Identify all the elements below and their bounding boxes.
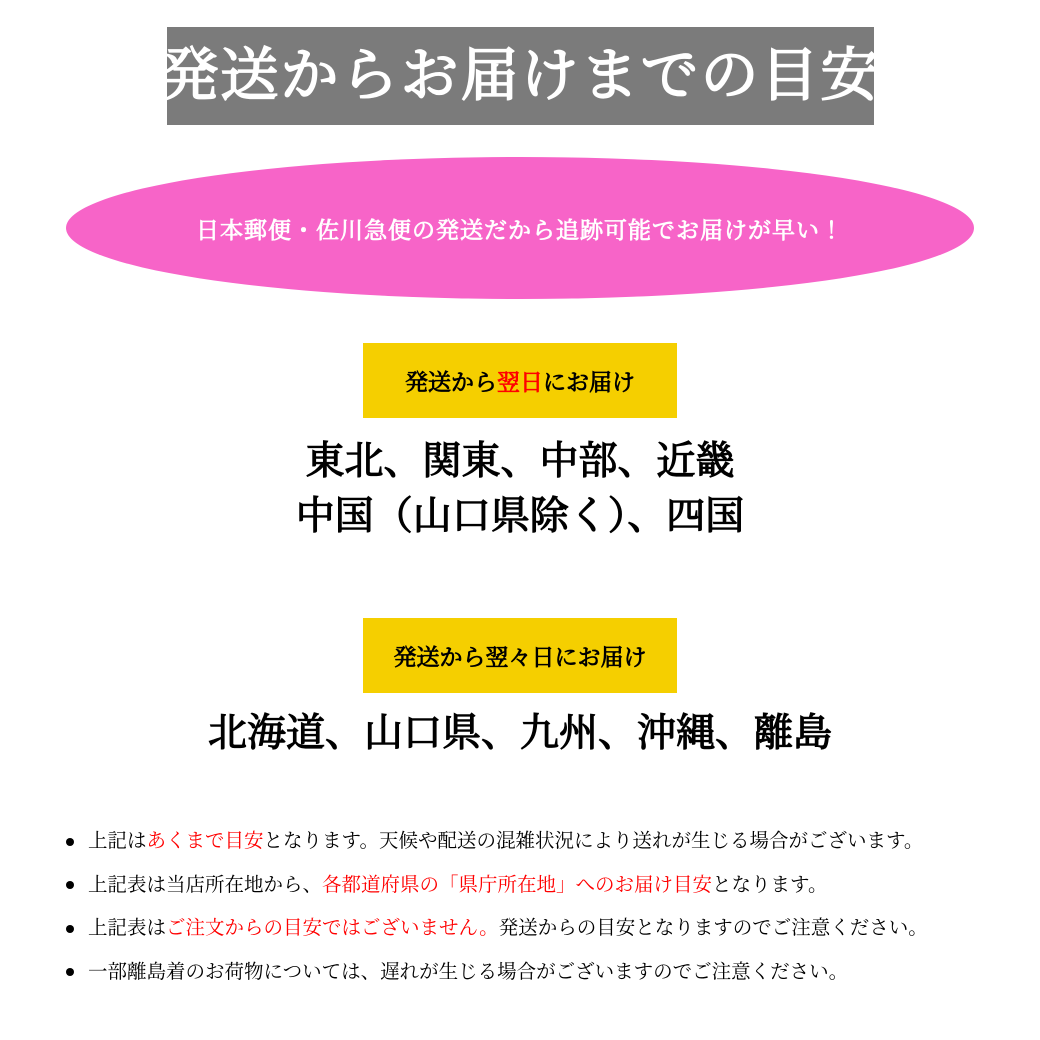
next-day-region-line-1: 東北、関東、中部、近畿 bbox=[305, 440, 735, 483]
two-day-region-line-1: 北海道、山口県、九州、沖縄、離島 bbox=[207, 712, 832, 755]
notes-list bbox=[40, 832, 1040, 982]
note-2-part-3: となります。 bbox=[712, 873, 828, 896]
page-title-banner bbox=[160, 27, 881, 125]
note-1-part-2: あくまで目安 bbox=[146, 830, 264, 852]
highlight-ellipse-text: 日本郵便・佐川急便の発送だから追跡可能でお届けが早い！ bbox=[196, 216, 844, 243]
two-day-label-box bbox=[363, 618, 677, 693]
highlight-ellipse bbox=[66, 157, 974, 299]
bullet-icon bbox=[66, 838, 74, 846]
next-day-label-suffix: にお届け bbox=[543, 369, 635, 395]
note-text-3 bbox=[88, 917, 928, 939]
note-text-2 bbox=[88, 874, 827, 896]
list-item bbox=[66, 832, 1040, 852]
note-2-part-1: 上記表は当店所在地から、 bbox=[88, 873, 323, 896]
page-title: 発送からお届けまでの目安 bbox=[160, 43, 881, 108]
two-day-label-text: 発送から翌々日にお届け bbox=[393, 644, 647, 670]
note-2-part-2: 各都道府県の「県庁所在地」へのお届け目安 bbox=[322, 873, 713, 896]
bullet-icon bbox=[66, 925, 74, 933]
note-1-part-3: となります。天候や配送の混雑状況により送れが生じる場合がございます。 bbox=[263, 830, 924, 852]
list-item bbox=[66, 960, 1040, 983]
next-day-label-text bbox=[405, 364, 635, 397]
bullet-icon bbox=[66, 968, 74, 976]
next-day-region-line-2: 中国（山口県除く）、四国 bbox=[295, 495, 745, 539]
note-3-part-2: ご注文からの目安ではございません。 bbox=[166, 917, 499, 939]
note-1-part-1: 上記は bbox=[88, 830, 147, 852]
note-text-4 bbox=[88, 961, 848, 983]
list-item bbox=[66, 873, 1040, 896]
note-3-part-3: 発送からの目安となりますのでご注意ください。 bbox=[498, 917, 928, 939]
note-text-1 bbox=[88, 830, 923, 852]
next-day-label-highlight: 翌日 bbox=[497, 369, 543, 395]
next-day-label-prefix: 発送から bbox=[405, 369, 497, 395]
note-3-part-1: 上記表は bbox=[88, 917, 167, 939]
two-day-regions bbox=[0, 706, 1040, 761]
list-item bbox=[66, 919, 1040, 939]
next-day-label-box bbox=[363, 343, 677, 418]
bullet-icon bbox=[66, 881, 74, 889]
note-4-part-1: 一部離島着のお荷物については、遅れが生じる場合がございますのでご注意ください。 bbox=[88, 960, 849, 983]
next-day-regions bbox=[0, 434, 1040, 545]
